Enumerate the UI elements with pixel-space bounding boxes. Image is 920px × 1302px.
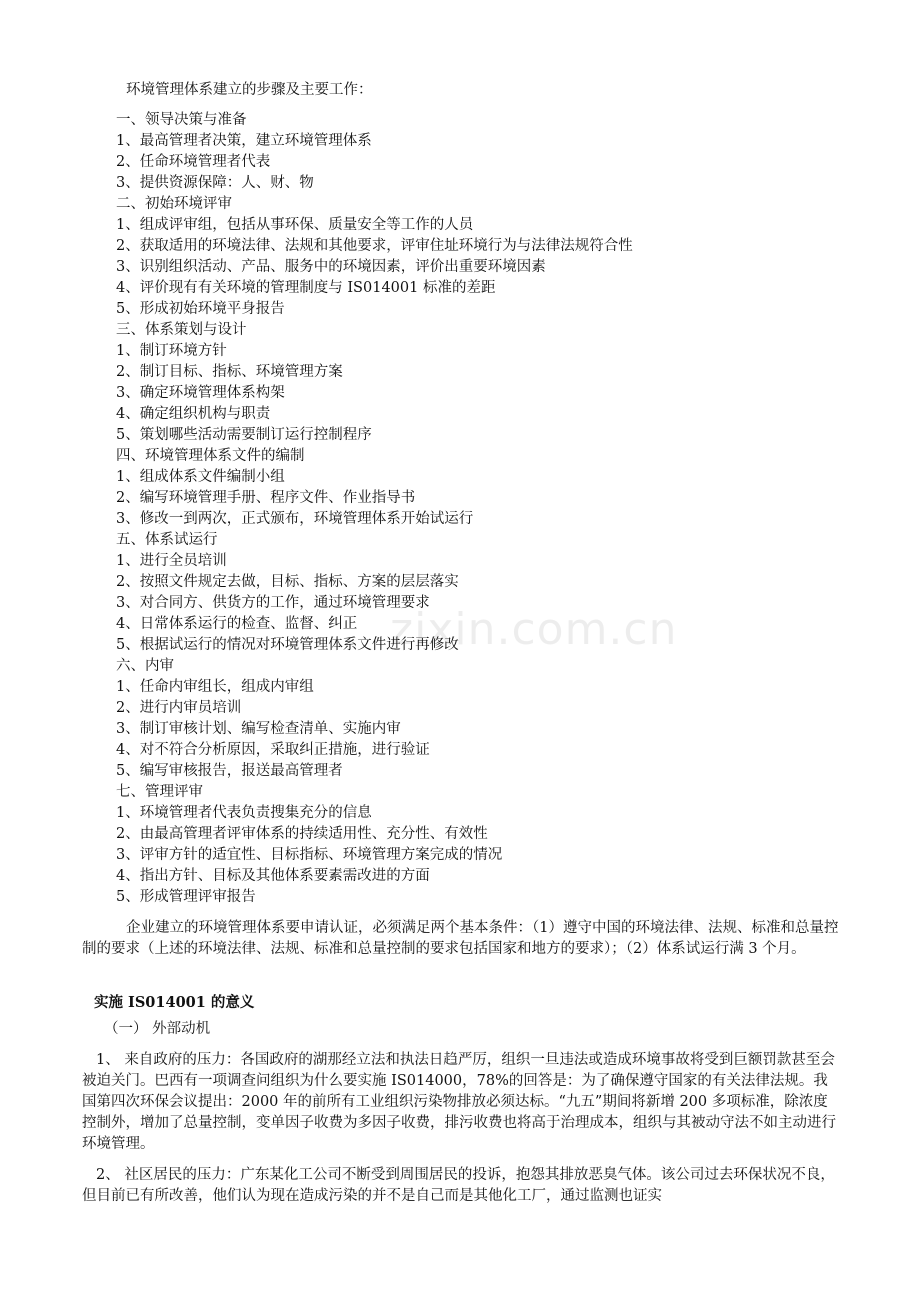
- step-item: 4、对不符合分析原因，采取纠正措施，进行验证: [116, 742, 430, 758]
- step-item: 2、进行内审员培训: [116, 700, 242, 716]
- step-item: 5、根据试运行的情况对环境管理体系文件进行再修改: [116, 637, 459, 653]
- paragraph-community-pressure: 2、 社区居民的压力：广东某化工公司不断受到周围居民的投诉，抱怨其排放恶臭气体。该公司过去环保状况不良，但目前已有所改善，他们认为现在造成污染的并不是自己而是其他化工厂，通过监测也证实: [82, 1167, 835, 1204]
- step-item: 1、组成评审组，包括从事环保、质量安全等工作的人员: [116, 217, 474, 233]
- step-item: 4、确定组织机构与职责: [116, 406, 271, 422]
- step-item: 2、编写环境管理手册、程序文件、作业指导书: [116, 490, 416, 506]
- subsection-heading: （一） 外部动机: [104, 1021, 211, 1037]
- watermark: zixin.com.cn: [390, 604, 678, 655]
- step-item: 3、制订审核计划、编写检查清单、实施内审: [116, 721, 401, 737]
- section-heading: 实施 IS014001 的意义: [94, 994, 255, 1011]
- step-item: 5、策划哪些活动需要制订运行控制程序: [116, 427, 372, 443]
- step-item: 4、评价现有有关环境的管理制度与 IS014001 标准的差距: [116, 280, 496, 296]
- step-item: 1、进行全员培训: [116, 553, 227, 569]
- certification-paragraph: 企业建立的环境管理体系要申请认证，必须满足两个基本条件：（1）遵守中国的环境法律、法规、标准和总量控制的要求（上述的环境法律、法规、标准和总量控制的要求包括国家和地方的要求）；（2）体系试运行满 3 个月。: [82, 920, 839, 957]
- step-item: 2、按照文件规定去做，目标、指标、方案的层层落实: [116, 574, 459, 590]
- document-title: 环境管理体系建立的步骤及主要工作：: [126, 82, 373, 98]
- section-step-heading: 七、管理评审: [116, 784, 203, 800]
- step-item: 1、任命内审组长，组成内审组: [116, 679, 314, 695]
- step-item: 3、评审方针的适宜性、目标指标、环境管理方案完成的情况: [116, 847, 503, 863]
- step-item: 3、修改一到两次，正式颁布，环境管理体系开始试运行: [116, 511, 474, 527]
- step-item: 3、识别组织活动、产品、服务中的环境因素，评价出重要环境因素: [116, 259, 546, 275]
- step-item: 1、制订环境方针: [116, 343, 227, 359]
- step-item: 3、提供资源保障：人、财、物: [116, 175, 314, 191]
- step-item: 5、编写审核报告，报送最高管理者: [116, 763, 343, 779]
- step-item: 2、由最高管理者评审体系的持续适用性、充分性、有效性: [116, 826, 488, 842]
- section-step-heading: 五、体系试运行: [116, 532, 218, 548]
- step-item: 3、对合同方、供货方的工作，通过环境管理要求: [116, 595, 430, 611]
- step-item: 3、确定环境管理体系构架: [116, 385, 285, 401]
- section-step-heading: 六、内审: [116, 658, 174, 674]
- step-item: 5、形成初始环境平身报告: [116, 301, 285, 317]
- section-step-heading: 四、环境管理体系文件的编制: [116, 448, 305, 464]
- step-item: 2、制订目标、指标、环境管理方案: [116, 364, 343, 380]
- step-item: 1、环境管理者代表负责搜集充分的信息: [116, 805, 372, 821]
- step-item: 1、组成体系文件编制小组: [116, 469, 285, 485]
- section-step-heading: 二、初始环境评审: [116, 196, 232, 212]
- step-item: 4、指出方针、目标及其他体系要素需改进的方面: [116, 868, 430, 884]
- step-item: 4、日常体系运行的检查、监督、纠正: [116, 616, 358, 632]
- paragraph-government-pressure: 1、 来自政府的压力：各国政府的湖那经立法和执法日趋严厉，组织一旦违法或造成环境事故将受到巨额罚款甚至会被迫关门。巴西有一项调查问组织为什么要实施 IS014000，78%的回答是：为了确保遵守国家的有关法律法规。我国第四次环保会议提出：2000 年的前所有工业组织污染物排放必须达标。“九五”期间将新增 200 多项标准，除浓度控制外，增加了总量控制，变单因子收费为多因子收费，排污收费也将高于治理成本，组织与其被动守法不如主动进行环境管理。: [82, 1052, 836, 1152]
- step-item: 5、形成管理评审报告: [116, 889, 256, 905]
- section-step-heading: 三、体系策划与设计: [116, 322, 247, 338]
- step-item: 2、获取适用的环境法律、法规和其他要求，评审住址环境行为与法律法规符合性: [116, 238, 633, 254]
- section-step-heading: 一、领导决策与准备: [116, 112, 247, 128]
- step-item: 1、最高管理者决策，建立环境管理体系: [116, 133, 372, 149]
- step-item: 2、任命环境管理者代表: [116, 154, 271, 170]
